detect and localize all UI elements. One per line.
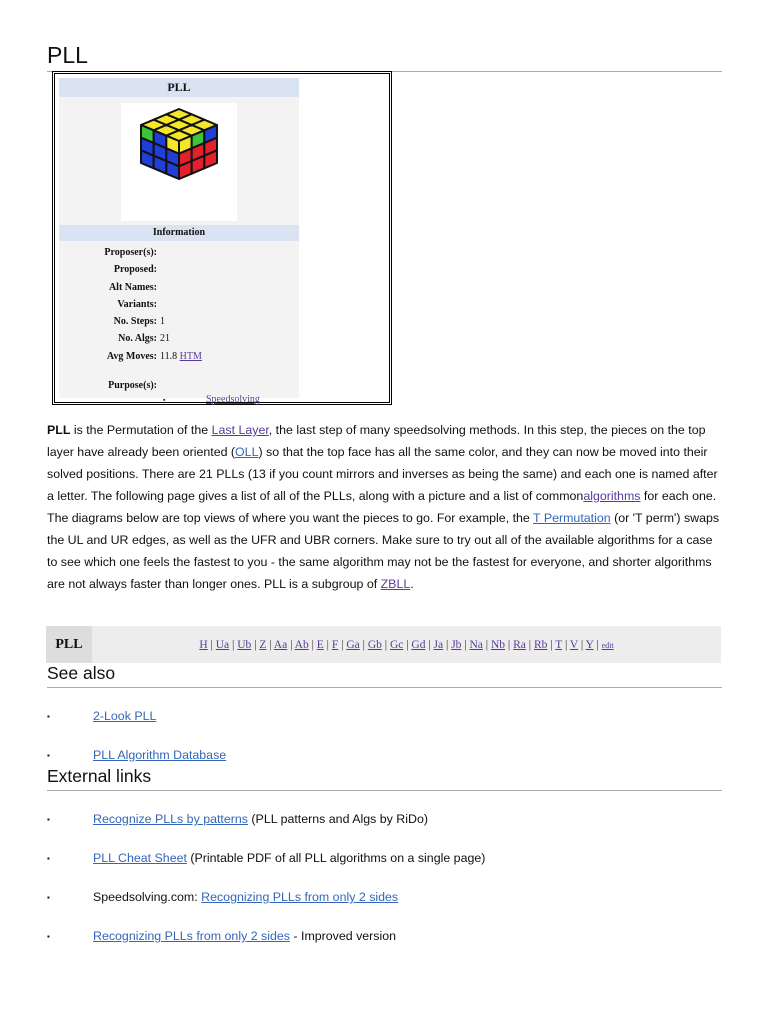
infobox-key: No. Algs: (118, 333, 157, 345)
navbox-separator: | (308, 638, 317, 651)
navbox-link-jb[interactable]: Jb (451, 638, 462, 651)
navbox-link-ab[interactable]: Ab (294, 638, 309, 651)
htm-link[interactable]: HTM (179, 350, 202, 362)
recognizing-plls-improved-link[interactable]: Recognizing PLLs from only 2 sides (93, 929, 290, 943)
infobox-key: Proposer(s): (104, 247, 157, 258)
infobox-key: No. Steps: (113, 316, 157, 328)
oll-link[interactable]: OLL (235, 445, 259, 459)
infobox-row-proposed (59, 261, 299, 278)
pll-algorithm-database-link[interactable]: PLL Algorithm Database (93, 748, 227, 762)
speedsolving-link[interactable]: Speedsolving (206, 394, 260, 405)
bullet-icon: ▪ (163, 396, 166, 404)
infobox-row-steps (59, 313, 299, 330)
cube-image (121, 103, 237, 221)
navbox-separator: | (593, 638, 602, 651)
infobox-key: Variants: (117, 298, 157, 310)
navbox-link-e[interactable]: E (316, 638, 324, 651)
list-item-text: (Printable PDF of all PLL algorithms on a single page) (186, 851, 486, 865)
infobox-row-variants (59, 296, 299, 313)
intro-text: ) so that the top face has all the same color, and they can now be moved into their solved positions. There are 21 PLLs (13 if you count mirrors and inverses as being the same) and each one is named after a letter. The following page gives a list of all of the PLLs, along with a picture and a list of common (47, 445, 718, 503)
navbox-separator: | (251, 638, 260, 651)
navbox-separator: | (425, 638, 434, 651)
bullet-icon: ▪ (47, 712, 50, 721)
list-item-text: - Improved version (289, 929, 397, 943)
bullet-icon: ▪ (47, 893, 50, 902)
infobox-key: Proposed: (113, 264, 157, 276)
navbox-separator: | (482, 638, 491, 651)
navbox-link-z[interactable]: Z (259, 638, 267, 651)
navbox-link-na[interactable]: Na (469, 638, 483, 651)
navbox-separator: | (443, 638, 452, 651)
navbox-separator: | (359, 638, 368, 651)
navbox-link-y[interactable]: Y (585, 638, 594, 651)
bullet-icon: ▪ (47, 932, 50, 941)
navbox-separator: | (578, 638, 586, 651)
recognizing-plls-2-sides-link[interactable]: Recognizing PLLs from only 2 sides (201, 890, 399, 904)
infobox (52, 71, 392, 405)
two-look-pll-link[interactable]: 2-Look PLL (93, 709, 157, 723)
navbox-link-ja[interactable]: Ja (433, 638, 444, 651)
navbox-link-ua[interactable]: Ua (215, 638, 230, 651)
navbox-separator: | (547, 638, 556, 651)
infobox-row-avg-moves (59, 348, 299, 365)
infobox-rows (59, 244, 299, 405)
pll-navbox (46, 626, 721, 663)
infobox-title: PLL (59, 78, 299, 97)
infobox-purpose-key: Purpose(s): (108, 380, 157, 391)
navbox-separator: | (287, 638, 295, 651)
navbox-separator: | (525, 638, 534, 651)
pll-cheat-sheet-link[interactable]: PLL Cheat Sheet (93, 851, 187, 865)
navbox-link-v[interactable]: V (569, 638, 579, 651)
infobox-row-proposer (59, 244, 299, 261)
intro-paragraph (47, 419, 725, 595)
page-title: PLL (47, 42, 722, 72)
navbox-separator: | (562, 638, 570, 651)
external-links-heading: External links (47, 766, 722, 791)
navbox-separator: | (323, 638, 332, 651)
see-also-heading: See also (47, 663, 722, 688)
navbox-link-ga[interactable]: Ga (346, 638, 360, 651)
intro-bold-term: PLL (47, 423, 71, 437)
navbox-separator: | (461, 638, 470, 651)
navbox-separator: | (338, 638, 347, 651)
infobox-row-algs (59, 330, 299, 347)
navbox-link-rb[interactable]: Rb (533, 638, 548, 651)
navbox-link-ub[interactable]: Ub (237, 638, 252, 651)
infobox-section-heading: Information (59, 225, 299, 241)
intro-text: . (410, 577, 414, 591)
navbox-link-gd[interactable]: Gd (411, 638, 426, 651)
navbox-separator: | (266, 638, 274, 651)
navbox-separator: | (207, 638, 216, 651)
rubiks-cube-illustration (121, 103, 237, 221)
navbox-link-t[interactable]: T (555, 638, 563, 651)
t-permutation-link[interactable]: T Permutation (533, 511, 611, 525)
navbox-link-ra[interactable]: Ra (513, 638, 526, 651)
intro-text: (or 'T perm') swaps the UL and UR edges, as well as the UFR and UBR corners. Make sure to try out all of the available algorithms for a case to see which one feels the fastest to you - the same algorithm may not be the fastest for everyone, and shorter algorithms are not always faster than longer ones. PLL is a subgroup of (47, 511, 720, 591)
bullet-icon: ▪ (47, 854, 50, 863)
zbll-link[interactable]: ZBLL (380, 577, 411, 591)
navbox-link-f[interactable]: F (331, 638, 339, 651)
navbox-link-h[interactable]: H (199, 638, 208, 651)
avg-moves-number: 11.8 (160, 350, 178, 362)
bullet-icon: ▪ (47, 751, 50, 760)
navbox-links (92, 639, 721, 651)
infobox-value: 21 (160, 333, 170, 345)
infobox-value (160, 348, 202, 365)
infobox-panel (59, 78, 299, 405)
bullet-icon: ▪ (47, 815, 50, 824)
navbox-separator: | (403, 638, 412, 651)
list-item-text: Speedsolving.com: (93, 890, 202, 904)
intro-text: , the last step of many speedsolving methods. In this step, the pieces on the top layer have already been oriented ( (47, 423, 706, 459)
navbox-link-aa[interactable]: Aa (273, 638, 288, 651)
navbox-link-gb[interactable]: Gb (367, 638, 382, 651)
intro-text: for each one. The diagrams below are top views of where you want the pieces to go. For example, the (47, 489, 717, 525)
last-layer-link[interactable]: Last Layer (211, 423, 269, 437)
infobox-row-alt-names (59, 279, 299, 296)
infobox-key: Avg Moves: (106, 350, 157, 362)
algorithms-link[interactable]: algorithms (583, 489, 641, 503)
list-item-text: (PLL patterns and Algs by RiDo) (247, 812, 428, 826)
navbox-edit-link[interactable]: edit (601, 640, 614, 650)
intro-text: is the Permutation of the (70, 423, 212, 437)
infobox-key: Alt Names: (108, 281, 157, 293)
recognize-plls-by-patterns-link[interactable]: Recognize PLLs by patterns (93, 812, 248, 826)
navbox-link-gc[interactable]: Gc (389, 638, 404, 651)
navbox-separator: | (505, 638, 514, 651)
navbox-link-nb[interactable]: Nb (490, 638, 506, 651)
infobox-value: 1 (160, 316, 165, 328)
navbox-separator: | (229, 638, 238, 651)
navbox-separator: | (381, 638, 390, 651)
navbox-title: PLL (46, 626, 92, 663)
